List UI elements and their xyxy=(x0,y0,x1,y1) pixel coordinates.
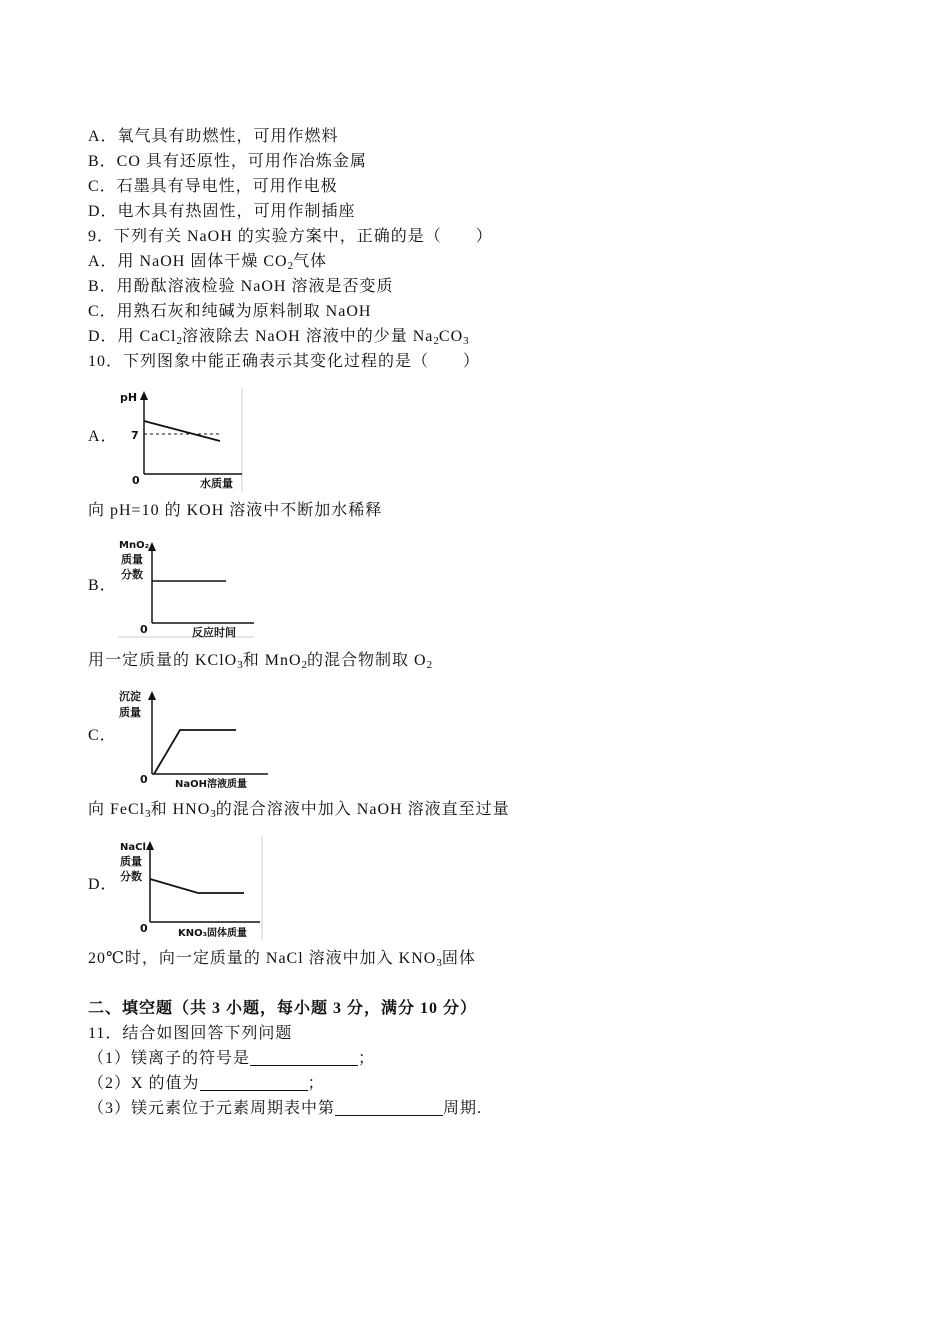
q10-option-b-caption: 用一定质量的 KClO$_3$和 MnO$_2$的混合物制取 $O_2$ xyxy=(88,652,433,671)
q11-blank-2[interactable] xyxy=(200,1074,308,1091)
q9-option-d: D．用 CaCl$_2$溶液除去 NaOH 溶液中的少量 $Na_2CO_3$ xyxy=(88,328,469,347)
graph-c-x-label: NaOH溶液质量 xyxy=(175,779,247,790)
graph-a-origin: 0 xyxy=(132,474,140,487)
graph-d-x-label: KNO₃固体质量 xyxy=(178,928,247,939)
q10-option-a-label: A． xyxy=(88,428,118,445)
q11-blank-1[interactable] xyxy=(250,1049,358,1066)
q10-graph-a xyxy=(118,388,248,492)
q10-stem: 10．下列图象中能正确表示其变化过程的是（ ） xyxy=(88,353,481,370)
q10-graph-b xyxy=(118,537,258,641)
graph-d-curve xyxy=(150,879,244,893)
graph-d-y-label-2: 质量 xyxy=(120,855,142,868)
q10-graph-d xyxy=(118,836,268,942)
q10-option-a-caption: 向 pH=10 的 KOH 溶液中不断加水稀释 xyxy=(88,502,383,519)
graph-a-y-arrow xyxy=(140,391,148,400)
graph-b-y-label-2: 质量 xyxy=(121,553,143,566)
q11-part-2: （2）X 的值为 ； xyxy=(88,1075,325,1092)
section-heading: 二、填空题（共 3 小题，每小题 3 分，满分 10 分） xyxy=(88,1000,478,1017)
graph-b-origin: 0 xyxy=(140,623,148,636)
graph-c-origin: 0 xyxy=(140,773,148,786)
q9-stem: 9．下列有关 NaOH 的实验方案中，正确的是（ ） xyxy=(88,228,493,245)
q10-option-d-caption: 20℃时，向一定质量的 NaCl 溶液中加入 $KNO_3$固体 xyxy=(88,950,476,969)
graph-d-y-arrow xyxy=(146,841,154,850)
graph-c-y-label-1: 沉淀 xyxy=(119,690,141,703)
graph-b-y-label-3: 分数 xyxy=(121,568,143,581)
graph-b-y-arrow xyxy=(148,542,156,551)
q10-option-c-caption: 向 FeCl$_3$和 $HNO_3$的混合溶液中加入 NaOH 溶液直至过量 xyxy=(88,801,510,820)
graph-b-x-label: 反应时间 xyxy=(192,626,236,639)
q10-graph-c xyxy=(118,686,278,792)
q11-stem: 11．结合如图回答下列问题 xyxy=(88,1025,293,1042)
q10-option-d-label: D． xyxy=(88,876,118,893)
q9-option-c: C．用熟石灰和纯碱为原料制取 NaOH xyxy=(88,303,372,320)
graph-c-y-arrow xyxy=(148,691,156,700)
q8-option-d: D．电木具有热固性，可用作制插座 xyxy=(88,203,356,220)
graph-d-y-label-1: NaCl xyxy=(120,842,146,853)
graph-b-y-label-1: MnO₂ xyxy=(119,540,149,551)
graph-d-y-label-3: 分数 xyxy=(120,870,142,883)
graph-d-origin: 0 xyxy=(140,922,148,935)
graph-a-y-label: pH xyxy=(120,391,138,404)
q8-option-a: A．氧气具有助燃性，可用作燃料 xyxy=(88,128,339,145)
graph-a-seven-label: 7 xyxy=(131,429,139,442)
q9-option-b: B．用酚酞溶液检验 NaOH 溶液是否变质 xyxy=(88,278,394,295)
graph-a-curve xyxy=(144,421,220,441)
q10-option-b-label: B． xyxy=(88,577,117,594)
graph-c-y-label-2: 质量 xyxy=(119,706,141,719)
q9-option-a: A．用 NaOH 固体干燥 $CO_2$气体 xyxy=(88,253,328,272)
q10-option-c-label: C． xyxy=(88,727,117,744)
q11-part-1: （1）镁离子的符号是 ； xyxy=(88,1050,376,1067)
q11-part-3: （3）镁元素位于元素周期表中第 周期. xyxy=(88,1100,483,1117)
q11-blank-3[interactable] xyxy=(335,1099,443,1116)
graph-a-x-label: 水质量 xyxy=(200,477,233,490)
q8-option-c: C．石墨具有导电性，可用作电极 xyxy=(88,178,338,195)
graph-c-curve xyxy=(154,730,236,774)
q8-option-b: B．CO 具有还原性，可用作冶炼金属 xyxy=(88,153,367,170)
